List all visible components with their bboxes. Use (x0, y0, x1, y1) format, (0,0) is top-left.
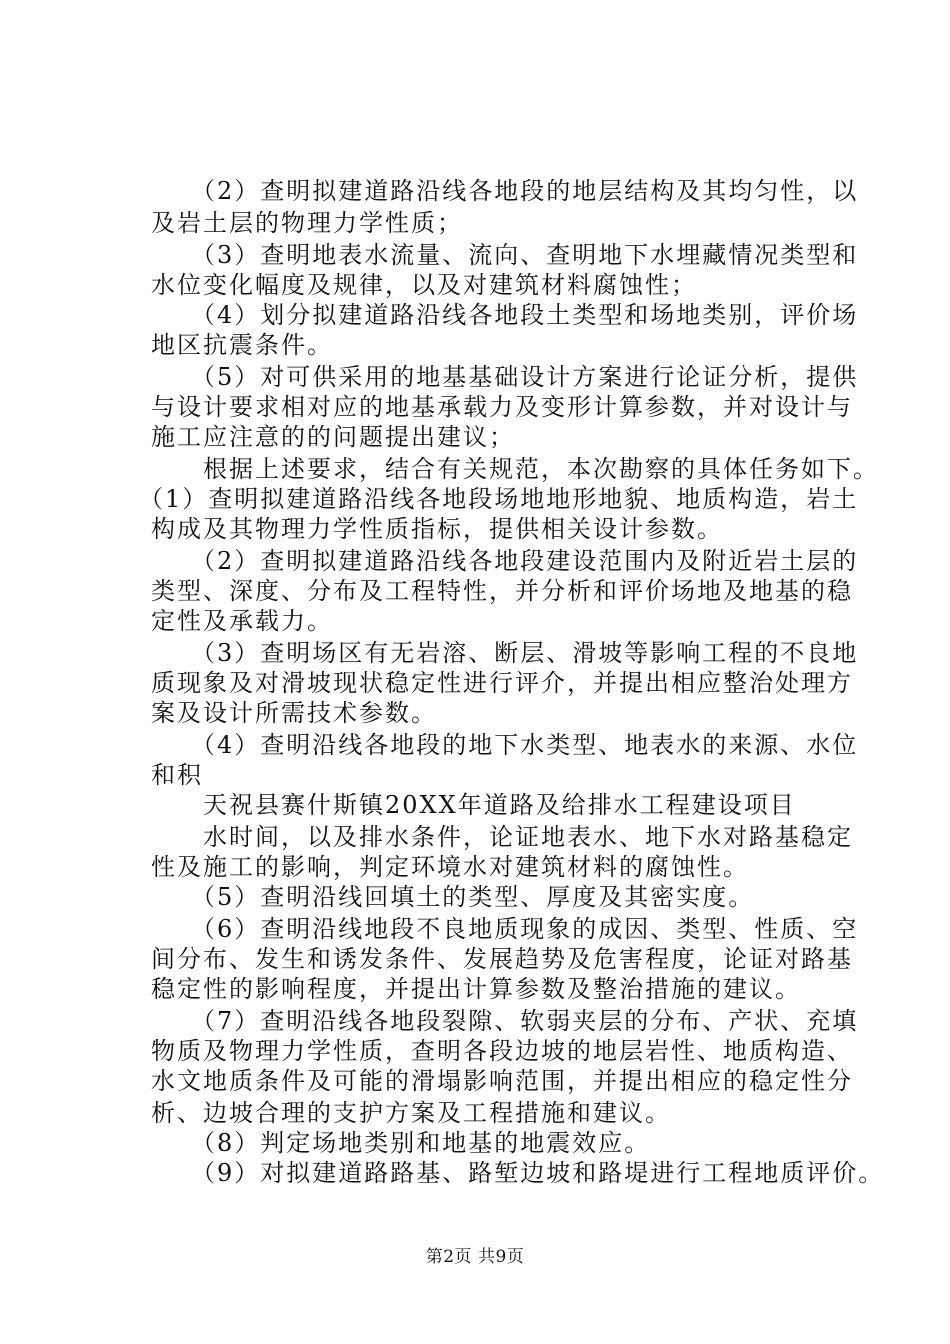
text-line: （2）查明拟建道路沿线各地段的地层结构及其均匀性，以 (151, 177, 859, 205)
text-line: （6）查明沿线地段不良地质现象的成因、类型、性质、空 (151, 915, 859, 943)
page-number-footer: 第2页 共9页 (425, 1247, 525, 1267)
running-header: 天祝县赛什斯镇20XX年道路及给排水工程建设项目 (151, 791, 796, 819)
text-line: 析、边坡合理的支护方案及工程措施和建议。 (151, 1099, 671, 1127)
text-line: （9）对拟建道路路基、路堑边坡和路堤进行工程地质评价。 (151, 1159, 885, 1187)
text-line: 质现象及对滑坡现状稳定性进行评介，并提出相应整治处理方 (151, 669, 853, 697)
text-line: 定性及承载力。 (151, 607, 333, 635)
text-line: （3）查明地表水流量、流向、查明地下水埋藏情况类型和 (151, 241, 859, 269)
text-line: （4）划分拟建道路沿线各地段土类型和场地类别，评价场 (151, 301, 859, 329)
text-line: 地区抗震条件。 (151, 331, 333, 359)
text-line: 间分布、发生和诱发条件、发展趋势及危害程度，论证对路基 (151, 945, 853, 973)
text-line: 水时间，以及排水条件，论证地表水、地下水对路基稳定 (151, 823, 853, 851)
text-line: （3）查明场区有无岩溶、断层、滑坡等影响工程的不良地 (151, 639, 859, 667)
text-line: 和积 (151, 761, 203, 789)
text-line: （2）查明拟建道路沿线各地段建设范围内及附近岩土层的 (151, 547, 859, 575)
text-line: （4）查明沿线各地段的地下水类型、地表水的来源、水位 (151, 731, 859, 759)
text-line: （7）查明沿线各地段裂隙、软弱夹层的分布、产状、充填 (151, 1007, 859, 1035)
text-line: 及岩土层的物理力学性质； (151, 209, 463, 237)
text-line: 施工应注意的的问题提出建议； (151, 423, 515, 451)
text-line: （5）查明沿线回填土的类型、厚度及其密实度。 (151, 883, 755, 911)
text-line: 物质及物理力学性质，查明各段边坡的地层岩性、地质构造、 (151, 1037, 853, 1065)
text-line: 性及施工的影响，判定环境水对建筑材料的腐蚀性。 (151, 853, 749, 881)
text-line: （1）查明拟建道路沿线各地段场地地形地貌、地质构造，岩土 (139, 485, 859, 513)
text-line: 构成及其物理力学性质指标，提供相关设计参数。 (151, 515, 723, 543)
text-line: 水文地质条件及可能的滑塌影响范围，并提出相应的稳定性分 (151, 1067, 853, 1095)
text-line: 类型、深度、分布及工程特性，并分析和评价场地及地基的稳 (151, 577, 853, 605)
text-line: 根据上述要求，结合有关规范，本次勘察的具体任务如下。 (151, 455, 879, 483)
text-line: 稳定性的影响程度，并提出计算参数及整治措施的建议。 (151, 975, 801, 1003)
text-line: 案及设计所需技术参数。 (151, 699, 437, 727)
text-line: 与设计要求相对应的地基承载力及变形计算参数，并对设计与 (151, 393, 853, 421)
text-line: （5）对可供采用的地基基础设计方案进行论证分析，提供 (151, 363, 859, 391)
text-line: （8）判定场地类别和地基的地震效应。 (151, 1129, 651, 1157)
text-line: 水位变化幅度及规律，以及对建筑材料腐蚀性； (151, 271, 697, 299)
